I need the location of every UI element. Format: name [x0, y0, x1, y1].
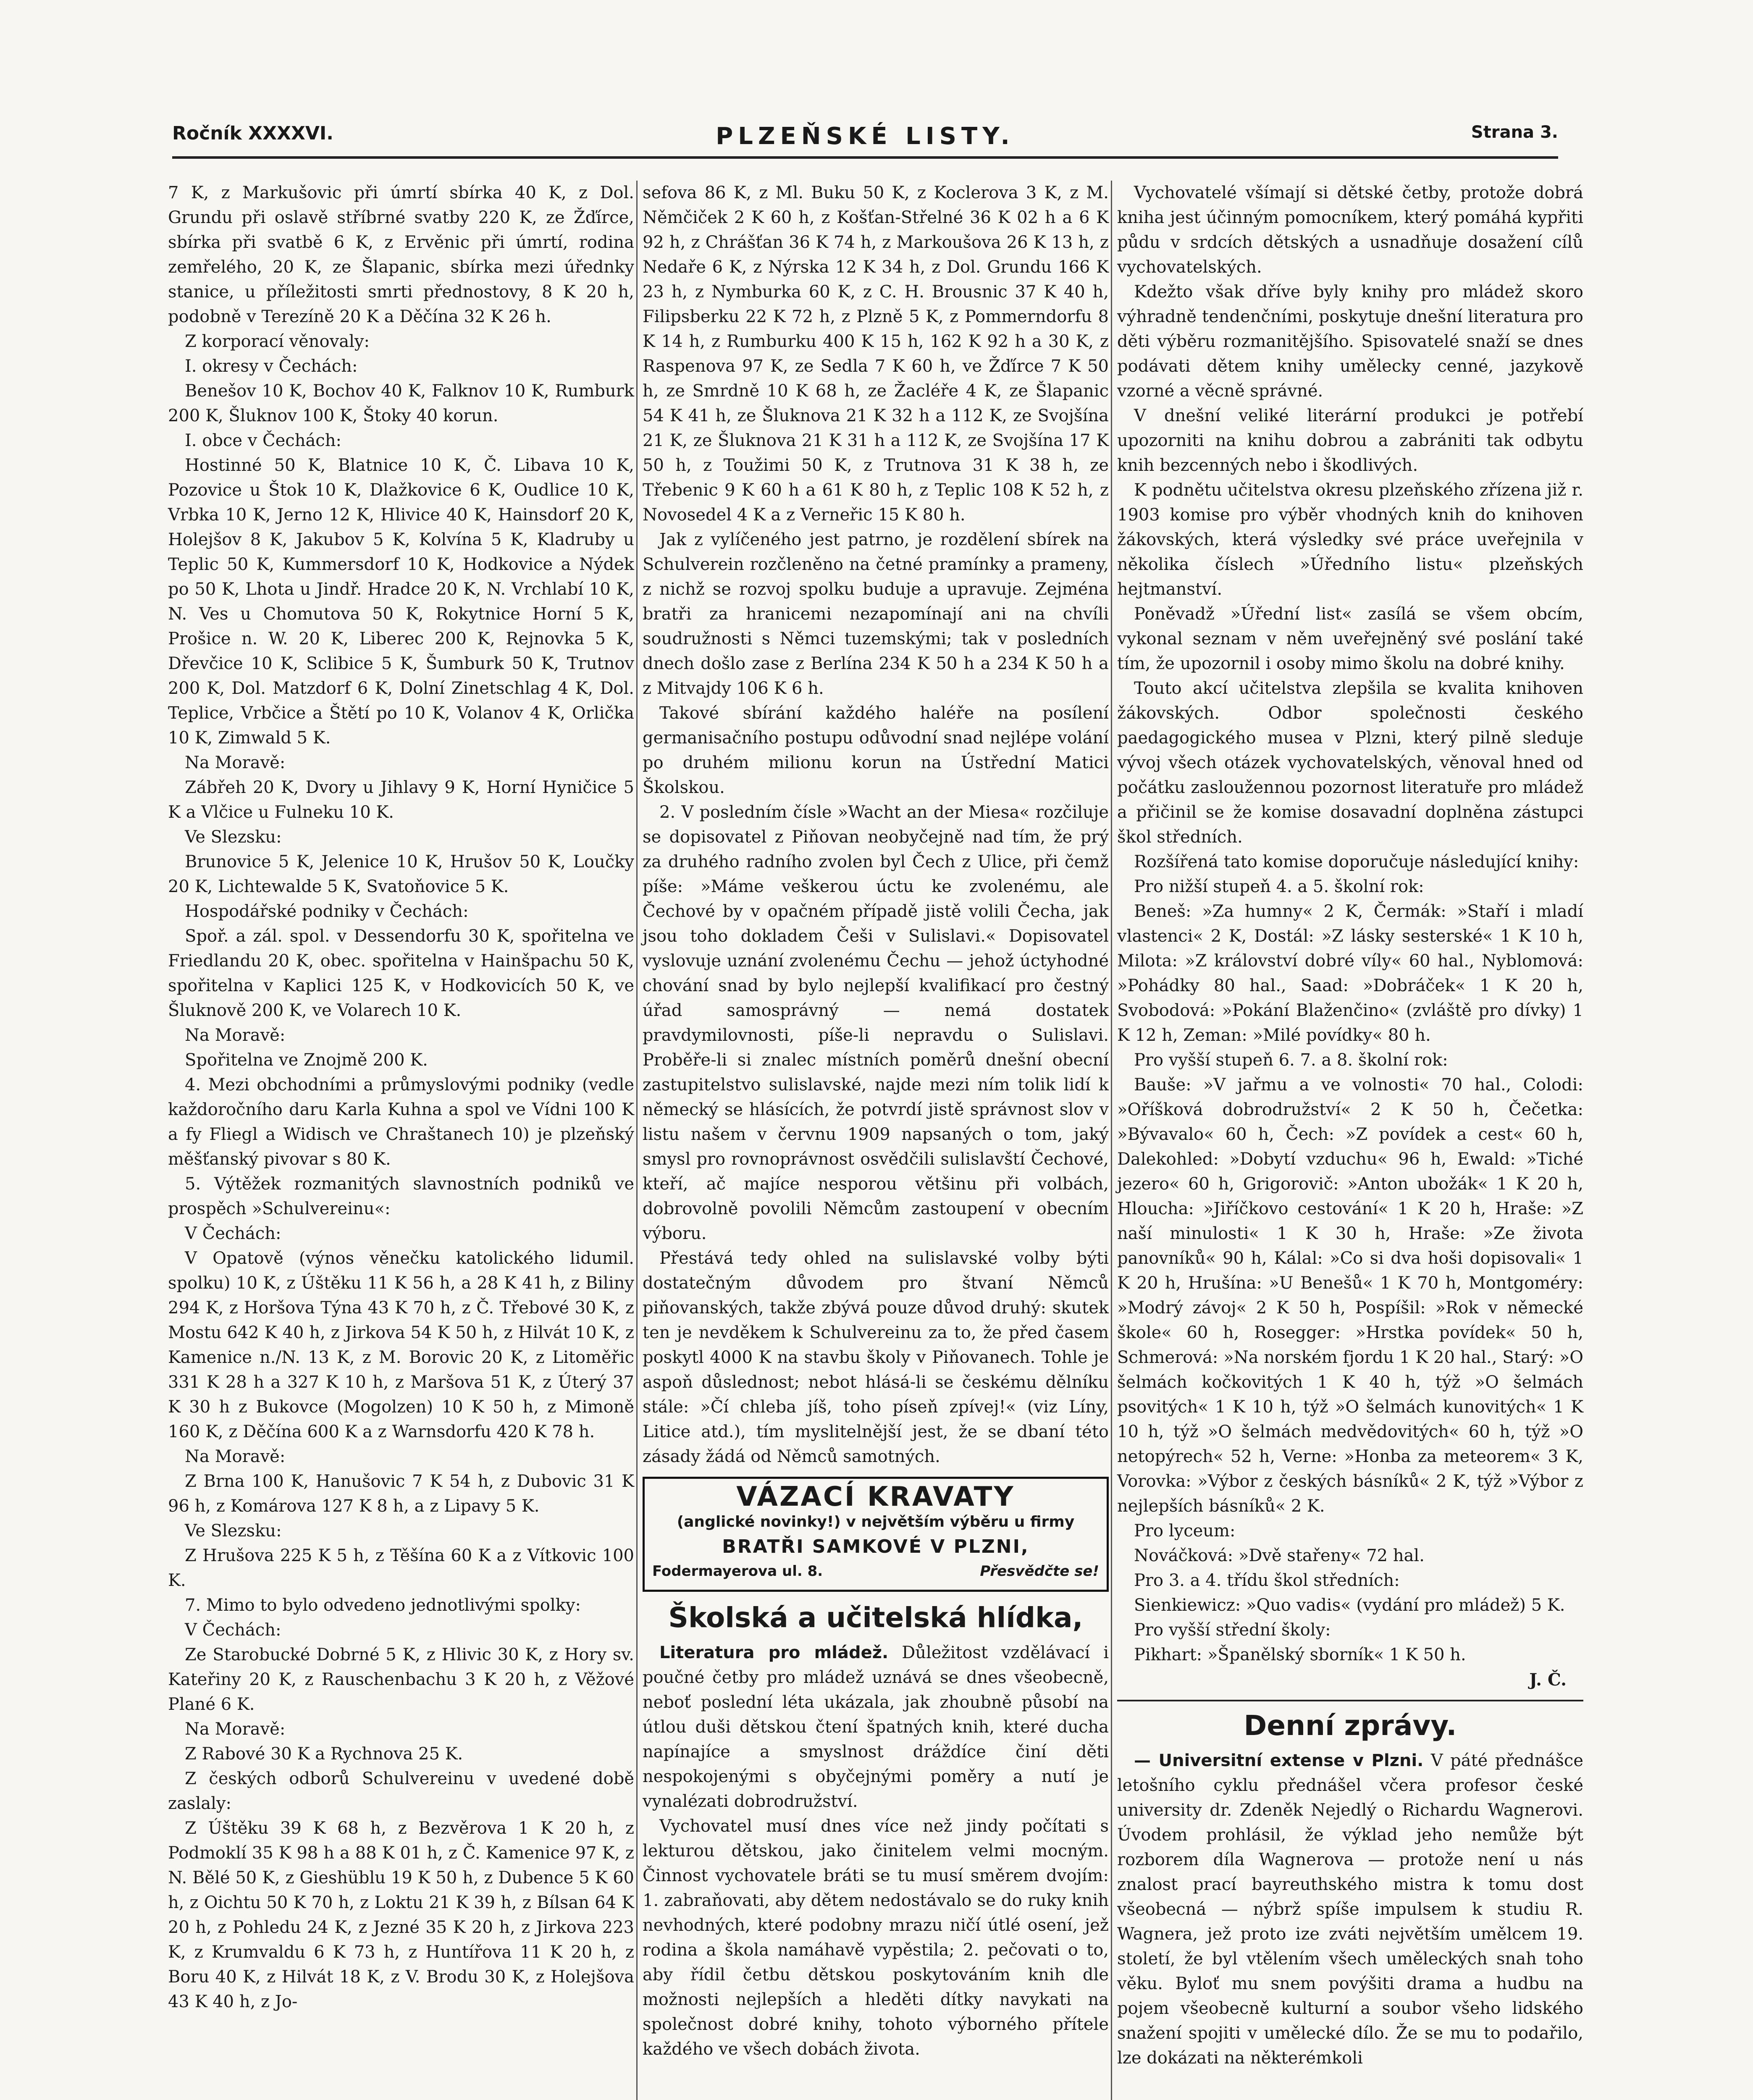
- paragraph: V Čechách:: [185, 1224, 281, 1243]
- paragraph: Na Moravě:: [185, 753, 286, 772]
- signature: J. Č.: [1529, 1670, 1567, 1690]
- column-3: [1117, 181, 1583, 2071]
- paragraph: Z korporací věnovaly:: [185, 332, 370, 351]
- paragraph: Na Moravě:: [185, 1719, 286, 1739]
- paragraph: Beneš: »Za humny« 2 K, Čermák: »Staří i mladí vlastenci« 2 K, Dostál: »Z lásky sesterské« 1 K 10 h, Milota: »Z království dobré víly« 60 hal., Nyblomová: »Pohádky 80 hal., Saad: »Dobráček« 1 K 20 h, Svobodová: »Pokání Blaženčino« (zvláště pro dívky) 1 K 12 h, Zeman: »Milé povídky« 80 h.: [1117, 902, 1583, 1045]
- paragraph: Z Hrušova 225 K 5 h, z Těšína 60 K a z Vítkovic 100 K.: [168, 1546, 634, 1590]
- ad-slogan: Přesvědčte se!: [980, 1563, 1099, 1580]
- volume-number: Ročník XXXXVI.: [172, 123, 334, 144]
- paragraph: 4. Mezi obchodními a průmyslovými podniky (vedle každoročního daru Karla Kuhna a spol ve Vídni 100 K a fy Fliegl a Widisch ve Chraštanech 10) je plzeňský měšťanský pivovar s 80 K.: [168, 1075, 634, 1169]
- article-lead: Literatura pro mládež.: [659, 1643, 889, 1662]
- paragraph: Z Brna 100 K, Hanušovic 7 K 54 h, z Dubovic 31 K 96 h, z Komárova 127 K 8 h, a z Lipavy 5 K.: [168, 1472, 634, 1516]
- section-separator: [1117, 1700, 1583, 1701]
- paragraph: Vychovatelé všímají si dětské četby, protože dobrá kniha jest účinným pomocníkem, který pomáhá kypřiti půdu v srdcích dětských a usnadňuje dosažení cílů vychovatelských.: [1117, 183, 1583, 277]
- paragraph: Takové sbírání každého haléře na posílení germanisačního postupu odůvodní snad nejlépe volání po druhém milionu korun na Ústřední Matici Školskou.: [643, 704, 1109, 797]
- page-number: Strana 3.: [1471, 123, 1558, 142]
- paragraph: Pro vyšší střední školy:: [1134, 1620, 1331, 1640]
- paragraph: Bauše: »V jařmu a ve volnosti« 70 hal., Colodi: »Oříšková dobrodružství« 2 K 50 h, Čečetka: »Bývavalo« 60 h, Čech: »Z povídek a cest« 60 h, Dalekohled: »Dobytí vzduchu« 96 h, Ewald: »Tiché jezero« 60 h, Grigorovič: »Anton ubožák« 1 K 20 h, Hloucha: »Jiříčkovo cestování« 1 K 20 h, Hraše: »Z naší minulosti« 1 K 30 h, Hraše: »Ze života panovníků« 90 h, Kálal: »Co si dva hoši dopisovali« 1 K 20 h, Hrušína: »U Benešů« 1 K 70 h, Montgoméry: »Modrý závoj« 2 K 50 h, Pospíšil: »Rok v německé škole« 60 h, Rosegger: »Hrstka povídek« 50 h, Schmerová: »Na norském fjordu 1 K 20 hal., Starý: »O šelmách kočkovitých 1 K 40 h, týž »O šelmách psovitých« 1 K 10 h, týž »O šelmách kunovitých« 1 K 10 h, týž »O šelmách medvědovitých« 60 h, týž »O netopýrech« 52 h, Verne: »Honba za meteorem« 3 K, Vorovka: »Výbor z českých básníků« 2 K, týž »Výbor z nejlepších básníků« 2 K.: [1117, 1075, 1583, 1516]
- ad-title: VÁZACÍ KRAVATY: [736, 1481, 1015, 1512]
- paragraph: Důležitost vzdělávací i poučné četby pro mládež uznává se dnes všeobecně, neboť poslední léta ukázala, jak zhoubně působí na útlou duši dětskou čtení špatných knih, které ducha napínajíce a smyslnost dráždíce činí děti nespokojenými s obyčejnými poměry a nutí je vynalézati dobrodružství.: [643, 1643, 1109, 1811]
- paragraph: Ve Slezsku:: [185, 1521, 282, 1541]
- ad-address-line: [652, 1559, 1099, 1584]
- header-rule: [172, 156, 1558, 159]
- advertisement: [643, 1477, 1109, 1592]
- paragraph: I. obce v Čechách:: [185, 431, 341, 450]
- paragraph: V Čechách:: [185, 1620, 281, 1640]
- paragraph: Jak z vylíčeného jest patrno, je rozdělení sbírek na Schulverein rozčleněno na četné pramínky a prameny, z nichž se rozvoj spolku buduje a upravuje. Zejména bratři za hranicemi nezapomínají ani na chvíli soudružnosti s Němci tuzemskými; tak v posledních dnech došlo zase z Berlína 234 K 50 h a 234 K 50 h a z Mitvajdy 106 K 6 h.: [643, 530, 1109, 698]
- paragraph: 7. Mimo to bylo odvedeno jednotlivými spolky:: [185, 1596, 581, 1615]
- paragraph: Touto akcí učitelstva zlepšila se kvalita knihoven žákovských. Odbor společnosti českého paedagogického musea v Plzni, který pilně sleduje vývoj všech otázek vychovatelských, věnoval hned od počátku zasloužennou pozornost literatuře pro mládež a přičinil se že komise dosavadní doplněna zástupci škol středních.: [1117, 679, 1583, 847]
- paragraph: Pro 3. a 4. třídu škol středních:: [1134, 1571, 1400, 1590]
- paragraph: Z českých odborů Schulvereinu v uvedené době zaslaly:: [168, 1769, 634, 1813]
- column-1: [168, 181, 634, 2014]
- page-header: [172, 123, 1558, 156]
- paragraph: Spořitelna ve Znojmě 200 K.: [185, 1050, 428, 1070]
- newspaper-title: PLZEŇSKÉ LISTY.: [716, 123, 1015, 150]
- ad-address: Fodermayerova ul. 8.: [652, 1563, 823, 1580]
- paragraph: V páté přednášce letošního cyklu přednášel včera profesor české university dr. Zdeněk Nejedlý o Richardu Wagnerovi. Úvodem prohlásil, že výklad jeho nemůže být rozborem díla Wagnerova — protože není u nás znalost prací bayreuthského mistra k tomu dost všeobecná — nýbrž spíše impulsem k studiu R. Wagnera, jež proto ize zváti největším umělcem 19. století, že byl vtělením všech uměleckých snah toho věku. Byloť mu snem povýšiti drama a hudbu na pojem všeobecně kulturní a soubor všeho lidského snažení spojiti v umělecké dílo. Že se mu to podařilo, lze dokázati na některémkoli: [1117, 1751, 1583, 2068]
- paragraph: K podnětu učitelstva okresu plzeňského zřízena již r. 1903 komise pro výběr vhodných knih do knihoven žákovských, která výsledky své práce uveřejnila v několika číslech »Úředního listu« plzeňských hejtmanství.: [1117, 480, 1583, 599]
- paragraph: 2. V posledním čísle »Wacht an der Miesa« rozčiluje se dopisovatel z Piňovan neobyčejně nad tím, že prý za druhého radního zvolen byl Čech z Ulice, při čemž píše: »Máme veškerou úctu ke zvolenému, ale Čechové by v opačném případě jistě volili Čecha, jak jsou toho dokladem Češi v Sulislavi.« Dopisovatel vyslovuje uznání zvolenému Čechu — jehož úctyhodné chování snad by bylo nejlepší kvalifikací pro čestný úřad samosprávný — nemá dostatek pravdymilovnosti, píše-li nepravdu o Sulislavi. Proběře-li si znalec místních poměrů dnešní obecní zastupitelstvo sulislavské, najde mezi ním tolik lidí k německý se hlásících, že potvrdí jistě správnost slov v listu našem v červnu 1909 napsaných o tom, jaký smysl pro rovnoprávnost osvědčili sulislavští Čechové, kteří, ač majíce nesporou většinu při volbách, dobrovolně povolili Němcům zastoupení v obecním výboru.: [643, 803, 1109, 1243]
- paragraph: sefova 86 K, z Ml. Buku 50 K, z Koclerova 3 K, z M. Němčiček 2 K 60 h, z Košťan-Střelné 36 K 02 h a 6 K 92 h, z Chrášťan 36 K 74 h, z Markoušova 26 K 13 h, z Nedaře 6 K, z Nýrska 12 K 34 h, z Dol. Grundu 166 K 23 h, z Nymburka 60 K, z C. H. Brousnic 37 K 40 h, Filipsberku 22 K 72 h, z Plzně 5 K, z Pommerndorfu 8 K 14 h, z Rumburku 400 K 15 h, 162 K 92 h a 30 K, z Raspenova 97 K, ze Sedla 7 K 60 h, ve Žďírce 7 K 50 h, ze Smrdně 10 K 68 h, ze Žacléře 4 K, ze Šlapanic 54 K 41 h, ze Šluknova 21 K 32 h a 112 K, ze Svojšína 21 K, ze Šluknova 21 K 31 h a 112 K, ze Svojšína 17 K 50 h, z Toužimi 50 K, z Trutnova 31 K 38 h, ze Třebenic 9 K 60 h a 61 K 80 h, z Teplic 108 K 52 h, z Novosedel 4 K a z Verneřic 15 K 80 h.: [643, 183, 1109, 525]
- ad-firm: BRATŘI SAMKOVÉ V PLZNI,: [722, 1536, 1029, 1557]
- column-divider: [1111, 181, 1112, 2100]
- paragraph: 5. Výtěžek rozmanitých slavnostních podniků ve prospěch »Schulvereinu«:: [168, 1174, 634, 1218]
- column-divider: [636, 181, 638, 2100]
- paragraph: Zábřeh 20 K, Dvory u Jihlavy 9 K, Horní Hyničice 5 K a Vlčice u Fulneku 10 K.: [168, 778, 634, 822]
- paragraph: I. okresy v Čechách:: [185, 357, 358, 376]
- paragraph: Na Moravě:: [185, 1447, 286, 1466]
- paragraph: V dnešní veliké literární produkci je potřebí upozorniti na knihu dobrou a zabrániti tak odbytu knih bezcenných nebo i škodlivých.: [1117, 406, 1583, 475]
- paragraph: Ze Starobucké Dobrné 5 K, z Hlivic 30 K, z Hory sv. Kateřiny 20 K, z Rauschenbachu 3 K 20 h, z Věžové Plané 6 K.: [168, 1645, 634, 1714]
- paragraph: Poněvadž »Úřední list« zasílá se všem obcím, vykonal seznam v něm uveřejněný své poslání také tím, že upozornil i osoby mimo školu na dobré knihy.: [1117, 604, 1583, 673]
- paragraph: 7 K, z Markušovic při úmrtí sbírka 40 K, z Dol. Grundu při oslavě stříbrné svatby 220 K, ze Žďírce, sbírka při svatbě 6 K, z Ervěnic při úmrtí, rodina zemřelého, 20 K, ze Šlapanic, sbírka mezi úřednky stanice, u příležitosti smrti přednostovy, 8 K 20 h, podobně v Terezíně 20 K a Děčína 32 K 26 h.: [168, 183, 634, 326]
- paragraph: Sienkiewicz: »Quo vadis« (vydání pro mládež) 5 K.: [1134, 1596, 1565, 1615]
- paragraph: Z Rabové 30 K a Rychnova 25 K.: [185, 1744, 463, 1764]
- paragraph: Vychovatel musí dnes více než jindy počítati s lekturou dětskou, jako činitelem velmi mocným. Činnost vychovatele bráti se tu musí směrem dvojím: 1. zabraňovati, aby dětem nedostávalo se do ruky knih nevhodných, které podobny mrazu ničí útlé osení, jež rodina a škola namáhavě vypěstila; 2. pečovati o to, aby řídil četbu dětskou poskytováním knih dle možnosti nejlepších a hleděti dítky navykati na společnost dobré knihy, tohoto výborného přítele každého ve všech dobách života.: [643, 1816, 1109, 2059]
- paragraph: Rozšířená tato komise doporučuje následující knihy:: [1134, 852, 1579, 872]
- section-title: Denní zprávy.: [1244, 1709, 1457, 1742]
- paragraph: Pro lyceum:: [1134, 1521, 1236, 1541]
- article-lead: — Universitní extense v Plzni.: [1134, 1751, 1424, 1770]
- column-2: [643, 181, 1109, 2062]
- paragraph: Pro vyšší stupeň 6. 7. a 8. školní rok:: [1134, 1050, 1448, 1070]
- paragraph: Nováčková: »Dvě stařeny« 72 hal.: [1134, 1546, 1425, 1565]
- paragraph: Pro nižší stupeň 4. a 5. školní rok:: [1134, 877, 1424, 896]
- paragraph: Hospodářské podniky v Čechách:: [185, 902, 469, 921]
- ad-subtitle: (anglické novinky!) v největším výběru u firmy: [677, 1513, 1075, 1530]
- paragraph: Přestává tedy ohled na sulislavské volby býti dostatečným důvodem pro štvaní Němců piňovanských, takže zbývá pouze důvod druhý: skutek ten je nevděkem k Schulvereinu za to, že před časem poskytl 4000 K na stavbu školy v Piňovanech. Tohle je aspoň důslednost; nebot hlásá-li se českému dělníku stále: »Čí chleba jíš, toho píseň zpívej!« (viz Líny, Litice atd.), tím myslitelnější jest, že se dbaní této zásady žádá od Němců samotných.: [643, 1249, 1109, 1466]
- paragraph: Z Úštěku 39 K 68 h, z Bezvěrova 1 K 20 h, z Podmoklí 35 K 98 h a 88 K 01 h, z Č. Kamenice 97 K, z N. Bělé 50 K, z Gieshüblu 19 K 50 h, z Dubence 5 K 60 h, z Oichtu 50 K 70 h, z Loktu 21 K 39 h, z Bílsan 64 K 20 h, z Pohledu 24 K, z Jezné 35 K 20 h, z Jirkova 223 K, z Krumvaldu 6 K 73 h, z Huntířova 11 K 20 h, z Boru 40 K, z Hilvát 18 K, z V. Brodu 30 K, z Holejšova 43 K 40 h, z Jo-: [168, 1819, 634, 2011]
- paragraph: Ve Slezsku:: [185, 827, 282, 847]
- paragraph: Brunovice 5 K, Jelenice 10 K, Hrušov 50 K, Loučky 20 K, Lichtewalde 5 K, Svatoňovice 5 K.: [168, 852, 634, 896]
- paragraph: Kdežto však dříve byly knihy pro mládež skoro výhradně tendenčními, poskytuje dnešní literatura pro děti výběru rozmanitějšího. Spisovatelé snaží se dnes podávati dětem knihy umělecky cenné, jazykově vzorné a věcně správné.: [1117, 282, 1583, 401]
- paragraph: V Opatově (výnos věnečku katolického lidumil. spolku) 10 K, z Úštěku 11 K 56 h, a 28 K 41 h, z Biliny 294 K, z Horšova Týna 43 K 70 h, z Č. Třebové 30 K, z Mostu 642 K 40 h, z Jirkova 54 K 50 h, z Hilvát 10 K, z Kamenice n./N. 13 K, z M. Borovic 20 K, z Litoměřic 331 K 28 h a 327 K 10 h, z Maršova 51 K, z Úterý 37 K 30 h z Bukovce (Mogolzen) 10 K 50 h, z Mimoně 160 K, z Děčína 600 K a z Warnsdorfu 420 K 78 h.: [168, 1249, 634, 1441]
- paragraph: Pikhart: »Španělský sborník« 1 K 50 h.: [1134, 1645, 1466, 1664]
- paragraph: Na Moravě:: [185, 1026, 286, 1045]
- paragraph: Hostinné 50 K, Blatnice 10 K, Č. Libava 10 K, Pozovice u Štok 10 K, Dlažkovice 6 K, Oudlice 10 K, Vrbka 10 K, Jerno 12 K, Hlivice 40 K, Hainsdorf 20 K, Holejšov 8 K, Jakubov 5 K, Kolvína 5 K, Kladruby u Teplic 50 K, Kummersdorf 10 K, Hodkovice a Nýdek po 50 K, Lhota u Jindř. Hradce 20 K, N. Vrchlabí 10 K, N. Ves u Chomutova 50 K, Rokytnice Horní 5 K, Prošice n. W. 20 K, Liberec 200 K, Rejnovka 5 K, Dřevčice 10 K, Sclibice 5 K, Šumburk 50 K, Trutnov 200 K, Dol. Matzdorf 6 K, Dolní Zinetschlag 4 K, Dol. Teplice, Vrbčice a Štětí po 10 K, Volanov 4 K, Orlička 10 K, Zimwald 5 K.: [168, 456, 634, 748]
- paragraph: Benešov 10 K, Bochov 40 K, Falknov 10 K, Rumburk 200 K, Šluknov 100 K, Štoky 40 korun.: [168, 381, 634, 425]
- paragraph: Spoř. a zál. spol. v Dessendorfu 30 K, spořitelna ve Friedlandu 20 K, obec. spořitelna v Hainšpachu 50 K, spořitelna v Kaplici 125 K, v Hodkovicích 50 K, ve Šluknově 200 K, ve Volarech 10 K.: [168, 927, 634, 1020]
- section-title: Školská a učitelská hlídka,: [668, 1601, 1083, 1634]
